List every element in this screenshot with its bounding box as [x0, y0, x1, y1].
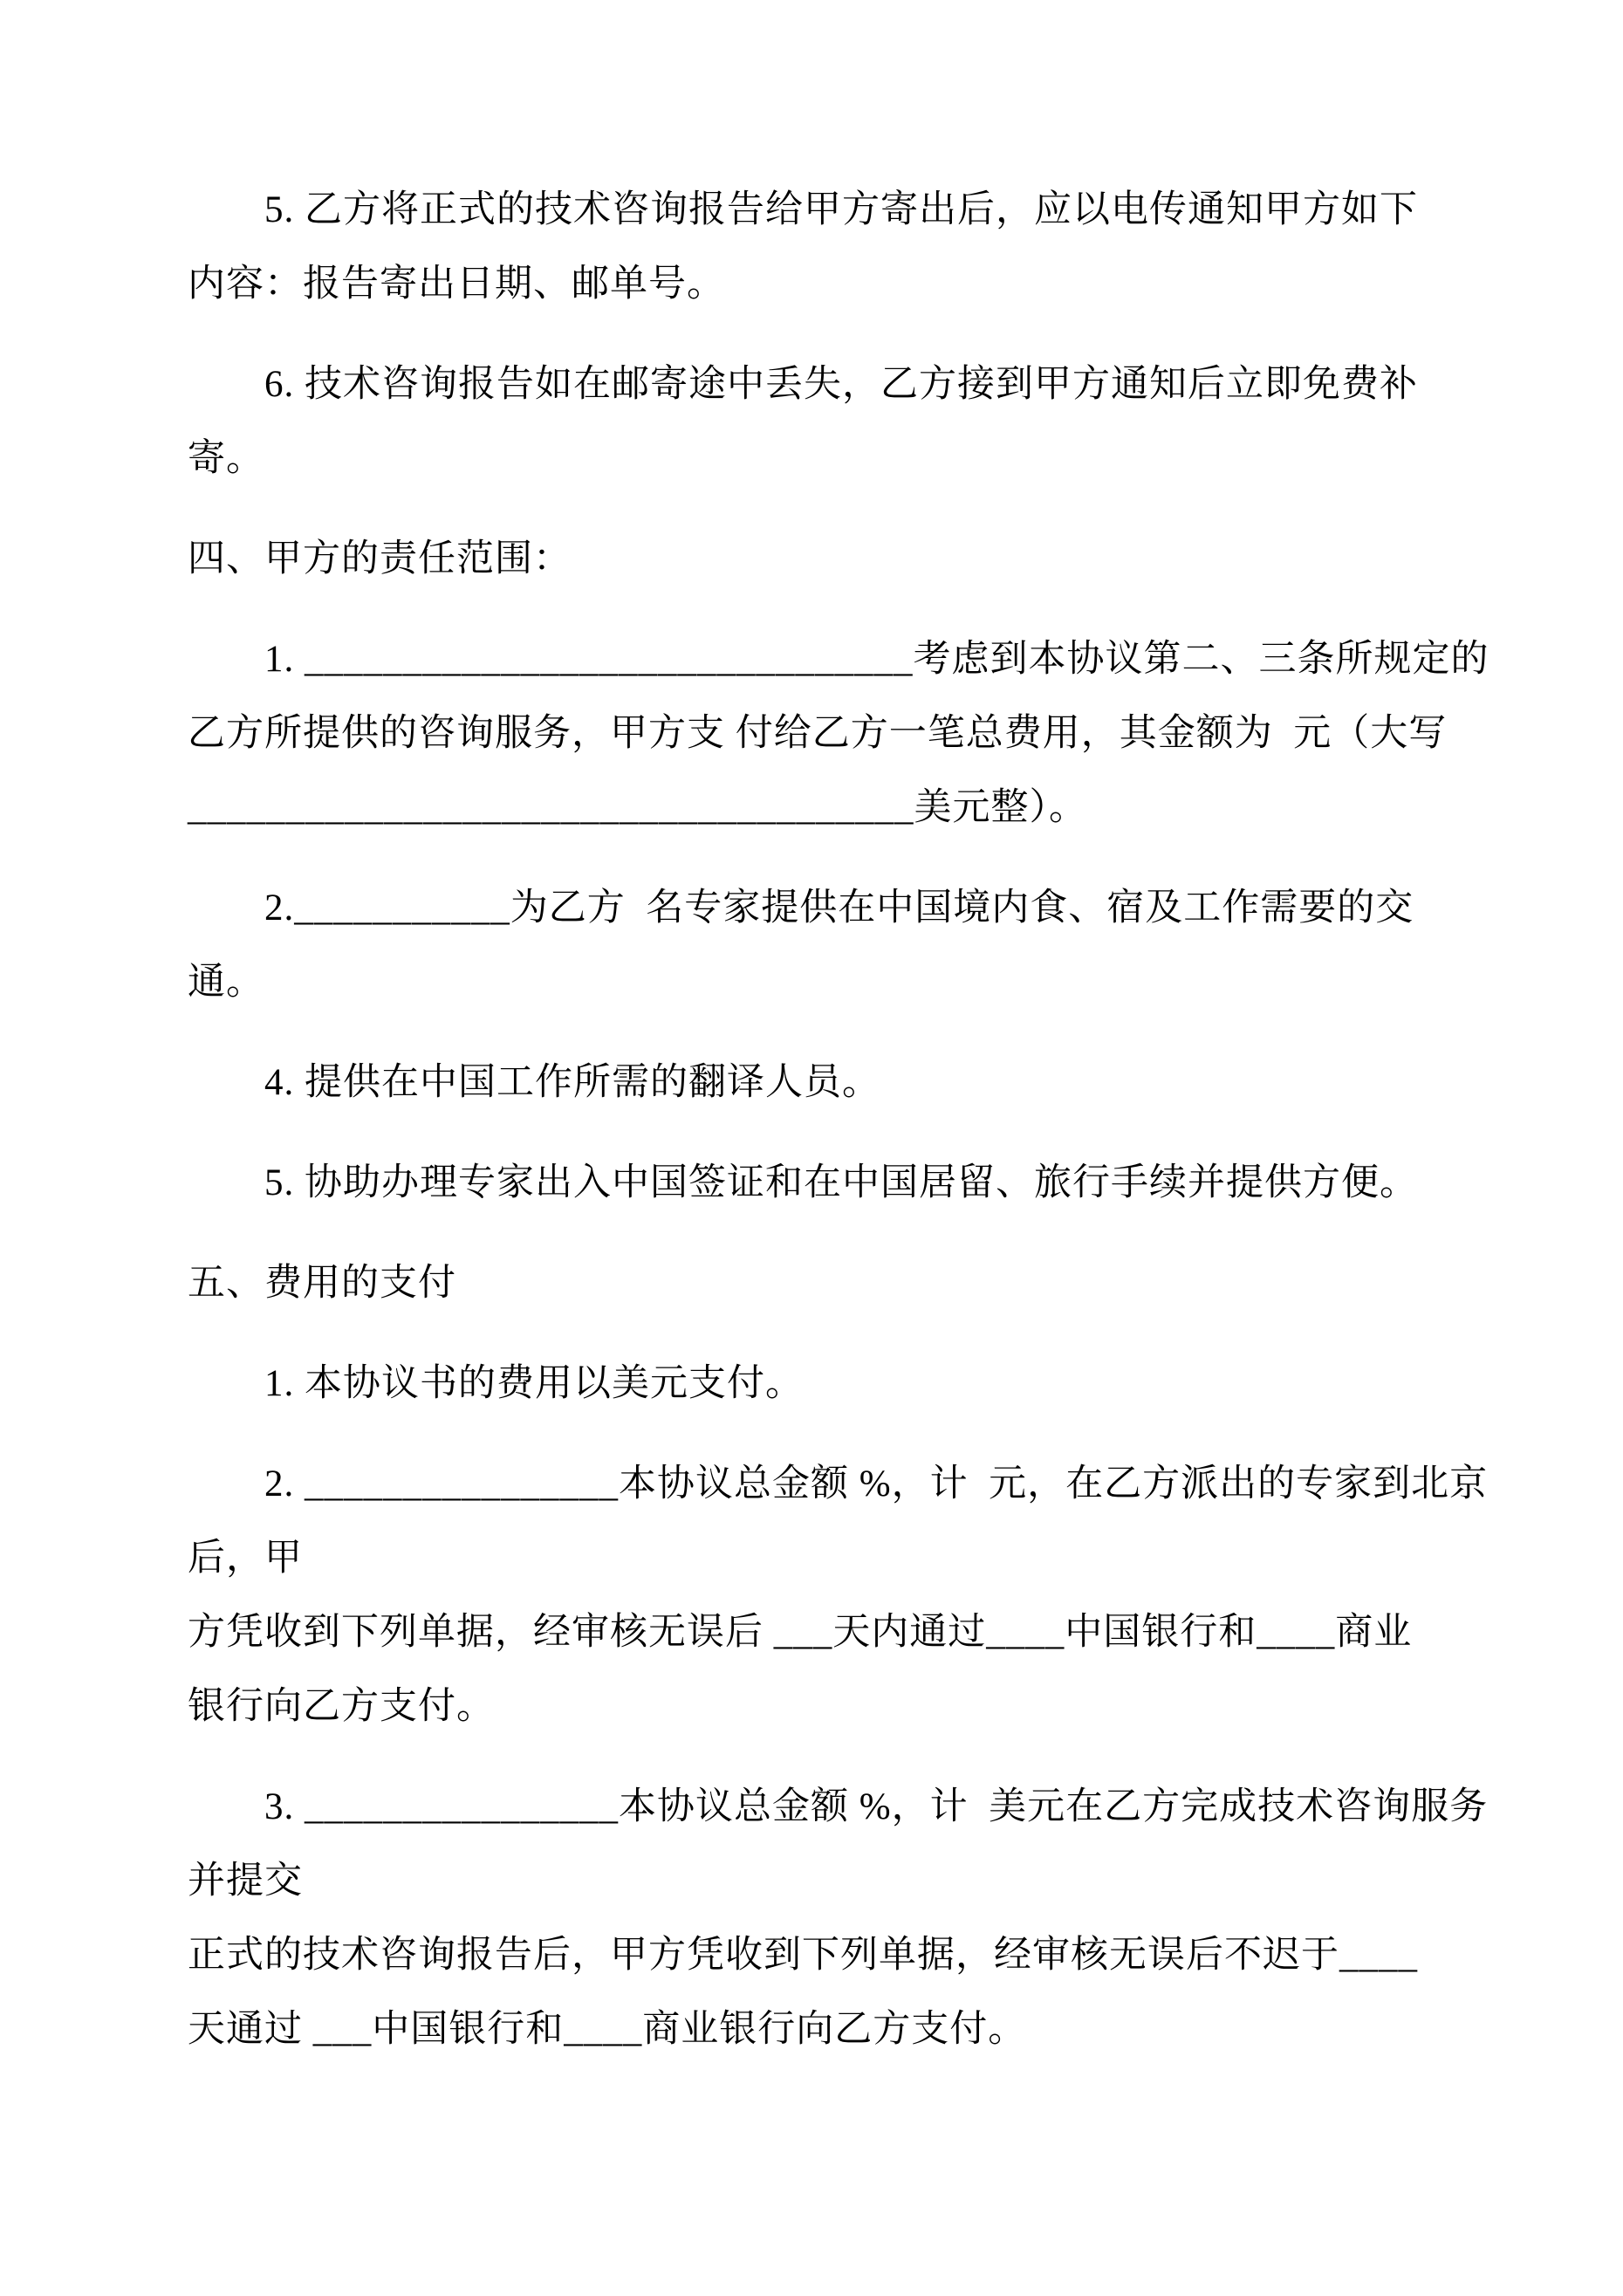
doc-line: 通。: [188, 962, 264, 1003]
doc-line: 寄。: [188, 438, 264, 479]
clause-5-2-advance-payment: [188, 1447, 1489, 1744]
doc-line: 后，甲: [188, 1538, 303, 1579]
doc-line: 乙方所提供的咨询服务，甲方支 付给乙方一笔总费用，其金额为 元（大写: [188, 713, 1448, 754]
clause-5-1-usd-payment: [188, 1347, 1440, 1421]
clause-4-4-interpreters: [188, 1045, 1440, 1120]
clause-4-5-visa-assistance: [188, 1146, 1440, 1220]
clause-4-1-total-fee: [188, 622, 1489, 845]
doc-line-with-blank: 1. _______________________________考虑到本协议第二、三条所规定的: [264, 639, 1489, 680]
clause-5-3-final-payment: [188, 1770, 1489, 2066]
doc-line: 并提交: [188, 1861, 303, 1902]
section-heading-text: 五、费用的支付: [188, 1263, 456, 1304]
doc-line: 1. 本协议书的费用以美元支付。: [264, 1363, 804, 1404]
clause-3-5-report-mailing: [188, 173, 1440, 321]
doc-line-with-blank: 天通过 ___中国银行和____商业银行向乙方支付。: [188, 2009, 1027, 2050]
doc-line-with-blank: 3. ________________本协议总金额 %，计 美元在乙方完成技术咨询服务: [264, 1786, 1489, 1827]
doc-line: 6. 技术咨询报告如在邮寄途中丢失，乙方接到甲方通知后立即免费补: [264, 364, 1418, 405]
doc-line: 内容：报告寄出日期、邮单号。: [188, 264, 725, 305]
clause-3-6-report-loss: [188, 347, 1440, 496]
doc-line-with-blank: 2. ________________本协议总金额 %，计 元，在乙方派出的专家到北京: [264, 1463, 1489, 1504]
clause-4-2-expert-accommodation: [188, 871, 1440, 1019]
doc-line-with-blank: _____________________________________美元整）。: [188, 787, 1087, 828]
doc-line: 4. 提供在中国工作所需的翻译人员。: [264, 1062, 880, 1103]
doc-line: 5. 协助办理专家出入中国签证和在中国居留、旅行手续并提供方便。: [264, 1162, 1418, 1203]
section-heading-text: 四、甲方的责任范围：: [188, 538, 572, 579]
section-4-heading: [188, 522, 1440, 596]
section-5-heading: [188, 1246, 1440, 1320]
doc-line-with-blank: 方凭收到下列单据，经审核无误后 ___天内通过____中国银行和____商业: [188, 1612, 1413, 1653]
doc-line-with-blank: 正式的技术咨询报告后，甲方凭收到下列单据，经审核无误后不迟于____: [188, 1935, 1418, 1976]
doc-line: 银行向乙方支付。: [188, 1686, 495, 1727]
doc-line-with-blank: 2.___________为乙方 名专家提供在中国境内食、宿及工作需要的交: [264, 888, 1414, 929]
doc-line: 5. 乙方将正式的技术咨询报告给甲方寄出后，应以电传通知甲方如下: [264, 189, 1418, 230]
